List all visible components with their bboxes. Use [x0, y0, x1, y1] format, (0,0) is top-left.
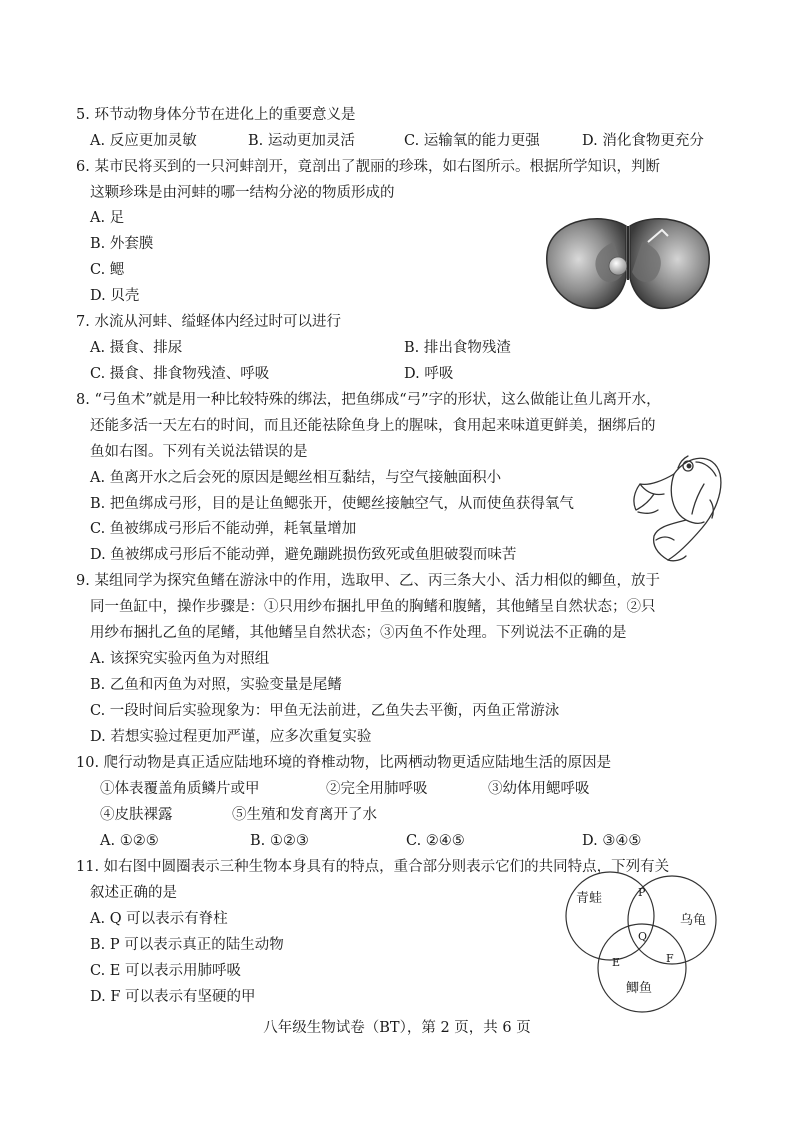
bent-fish-image: [628, 440, 724, 564]
q10-item-2: ②完全用肺呼吸: [326, 781, 428, 797]
q6-option-b: B. 外套膜: [90, 236, 154, 252]
q8-stem-line1: 8. “弓鱼术”就是用一种比较特殊的绑法，把鱼绑成“弓”字的形状，这么做能让鱼儿离开水，: [76, 392, 661, 408]
q9-option-d: D. 若想实验过程更加严谨，应多次重复实验: [90, 729, 372, 745]
q8-option-d: D. 鱼被绑成弓形后不能动弹，避免蹦跳损伤致死或鱼胆破裂而味苦: [90, 547, 517, 563]
q9-option-c: C. 一段时间后实验现象为：甲鱼无法前进，乙鱼失去平衡，丙鱼正常游泳: [90, 703, 560, 719]
q10-option-c: C. ②④⑤: [406, 833, 465, 849]
q9-stem-line3: 用纱布捆扎乙鱼的尾鳍，其他鳍呈自然状态；③丙鱼不作处理。下列说法不正确的是: [90, 625, 627, 641]
q9-stem-line1: 9. 某组同学为探究鱼鳍在游泳中的作用，选取甲、乙、丙三条大小、活力相似的鲫鱼，放于: [76, 573, 660, 589]
q11-option-d: D. F 可以表示有坚硬的甲: [90, 989, 256, 1005]
venn-diagram: [562, 868, 722, 1016]
q5-option-d: D. 消化食物更充分: [582, 133, 704, 149]
page-footer: 八年级生物试卷（BT），第 2 页，共 6 页: [263, 1020, 531, 1036]
q8-option-a: A. 鱼离开水之后会死的原因是鳃丝相互黏结，与空气接触面积小: [90, 470, 502, 486]
q6-stem-line2: 这颗珍珠是由河蚌的哪一结构分泌的物质形成的: [90, 185, 395, 201]
q11-option-c: C. E 可以表示用肺呼吸: [90, 963, 241, 979]
venn-region-q: Q: [638, 930, 648, 943]
venn-region-f: F: [666, 952, 674, 965]
q10-option-a: A. ①②⑤: [100, 833, 159, 849]
q7-stem: 7. 水流从河蚌、缢蛏体内经过时可以进行: [76, 314, 341, 330]
q11-stem-line2: 叙述正确的是: [90, 885, 177, 901]
q11-stem-line1: 11. 如右图中圆圈表示三种生物本身具有的特点，重合部分则表示它们的共同特点，下列有关: [76, 859, 670, 875]
q7-option-c: C. 摄食、排食物残渣、呼吸: [90, 366, 270, 382]
q9-option-a: A. 该探究实验丙鱼为对照组: [90, 651, 270, 667]
q6-option-c: C. 鳃: [90, 262, 125, 278]
q7-option-b: B. 排出食物残渣: [404, 340, 511, 356]
venn-region-p: P: [638, 886, 646, 899]
q5-option-a: A. 反应更加灵敏: [90, 133, 197, 149]
q10-option-b: B. ①②③: [250, 833, 309, 849]
q6-option-d: D. 贝壳: [90, 288, 140, 304]
q6-option-a: A. 足: [90, 210, 125, 226]
venn-region-e: E: [612, 956, 621, 969]
q10-item-3: ③幼体用鳃呼吸: [488, 781, 590, 797]
venn-label-frog: 青蛙: [576, 891, 603, 906]
q10-item-5: ⑤生殖和发育离开了水: [232, 807, 377, 823]
q8-option-b: B. 把鱼绑成弓形，目的是让鱼鳃张开，使鳃丝接触空气，从而使鱼获得氧气: [90, 496, 574, 512]
venn-label-turtle: 乌龟: [680, 913, 707, 928]
q9-option-b: B. 乙鱼和丙鱼为对照，实验变量是尾鳍: [90, 677, 342, 693]
q5-stem: 5. 环节动物身体分节在进化上的重要意义是: [76, 107, 356, 123]
q8-option-c: C. 鱼被绑成弓形后不能动弹，耗氧量增加: [90, 521, 357, 537]
q6-stem-line1: 6. 某市民将买到的一只河蚌剖开，竟剖出了靓丽的珍珠，如右图所示。根据所学知识，判断: [76, 159, 660, 175]
q5-option-b: B. 运动更加灵活: [248, 133, 355, 149]
q10-item-4: ④皮肤裸露: [100, 807, 173, 823]
q7-option-a: A. 摄食、排尿: [90, 340, 183, 356]
clam-pearl-image: [544, 212, 712, 312]
q11-option-a: A. Q 可以表示有脊柱: [90, 911, 228, 927]
q10-item-1: ①体表覆盖角质鳞片或甲: [100, 781, 260, 797]
q7-option-d: D. 呼吸: [404, 366, 454, 382]
q8-stem-line3: 鱼如右图。下列有关说法错误的是: [90, 444, 308, 460]
q11-option-b: B. P 可以表示真正的陆生动物: [90, 937, 284, 953]
venn-label-fish: 鲫鱼: [626, 981, 653, 996]
q9-stem-line2: 同一鱼缸中，操作步骤是：①只用纱布捆扎甲鱼的胸鳍和腹鳍，其他鳍呈自然状态；②只: [90, 599, 656, 615]
q10-stem: 10. 爬行动物是真正适应陆地环境的脊椎动物，比两栖动物更适应陆地生活的原因是: [76, 755, 612, 771]
q5-option-c: C. 运输氧的能力更强: [404, 133, 540, 149]
q10-option-d: D. ③④⑤: [582, 833, 642, 849]
q8-stem-line2: 还能多活一天左右的时间，而且还能祛除鱼身上的腥味，食用起来味道更鲜美，捆绑后的: [90, 418, 656, 434]
